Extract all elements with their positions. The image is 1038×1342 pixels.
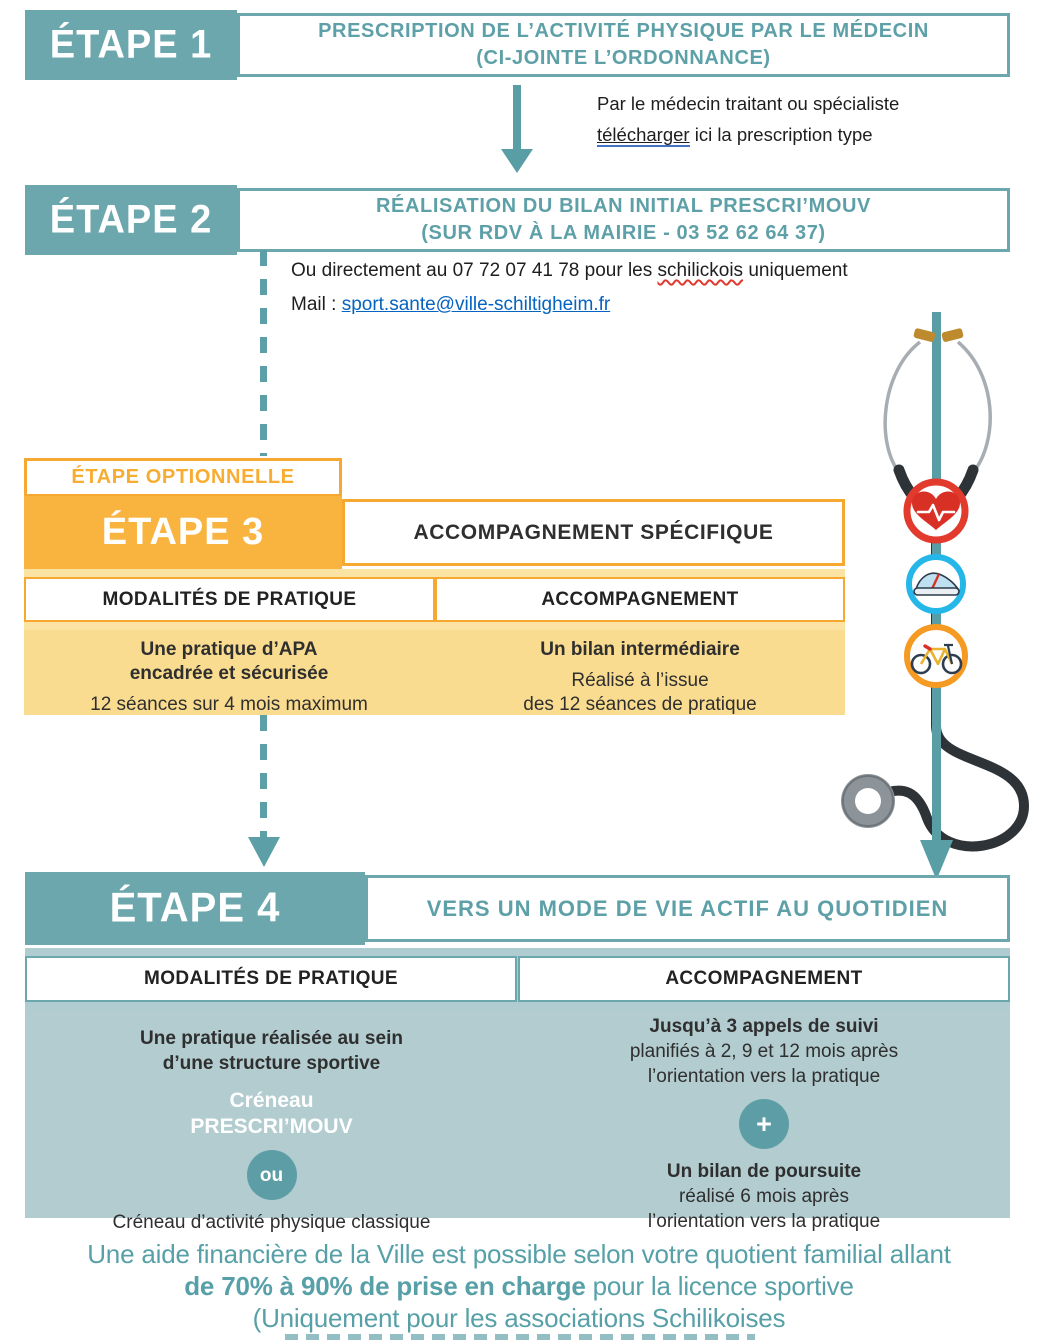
step1-title-box [237,13,1010,77]
mail-label: Mail : [291,294,342,315]
step4-title: VERS UN MODE DE VIE ACTIF AU QUOTIDIEN [426,896,949,921]
step1-label-block [25,10,237,80]
step2-mail-line [291,288,848,322]
step3-title: ACCOMPAGNEMENT SPÉCIFIQUE [413,521,774,544]
step2-phone-after: uniquement [743,260,848,281]
step2-title-line1: RÉALISATION DU BILAN INITIAL PRESCRI’MOUV [376,195,871,217]
step4-col-right-label: ACCOMPAGNEMENT [665,968,863,989]
stethoscope-ear-tube-left [885,342,920,474]
stethoscope-illustration [828,298,1038,888]
footer-line2-bold: de 70% à 90% de prise en charge [184,1271,586,1301]
step3-col-left-label: MODALITÉS DE PRATIQUE [102,588,357,610]
step1-annotation-line1: Par le médecin traitant ou spécialiste [597,93,900,114]
step1-annotation [597,88,899,150]
step4-left-bold2: d’une structure sportive [162,1053,381,1074]
creneau-line1: Créneau [229,1089,314,1112]
down-arrow-step1-shaft [513,85,521,151]
creneau-prescrimouv [25,1088,518,1140]
optional-step-label: ÉTAPE OPTIONNELLE [71,466,295,488]
step4-right-normal1: planifiés à 2, 9 et 12 mois après [629,1041,899,1062]
stethoscope-loop [878,694,1024,846]
step3-content [24,630,845,715]
plus-circle [739,1099,789,1149]
step4-right-normal2: l’orientation vers la pratique [647,1066,881,1087]
step2-phone-before: Ou directement au 07 72 07 41 78 pour les [291,260,658,281]
step1-annotation-line2-rest: ici la prescription type [689,124,873,145]
step1-annotation-line2 [597,119,899,150]
step3-left-bold2: encadrée et sécurisée [129,663,329,684]
mail-link[interactable]: sport.sante@ville-schiltigheim.fr [341,294,611,315]
bicycle-icon [907,627,965,685]
footer-line1: Une aide financière de la Ville est possible selon votre quotient familial allant [87,1239,951,1269]
step3-right-cell [435,638,845,717]
running-shoe-icon [909,557,963,611]
down-arrow-step1-head [501,149,533,173]
step4-col-left-label: MODALITÉS DE PRATIQUE [144,968,398,989]
step3-column-header-right [435,577,845,622]
step4-right-bold2: Un bilan de poursuite [666,1161,862,1182]
step4-label: ÉTAPE 4 [109,884,281,932]
step4-content [25,1010,1010,1233]
creneau-line2: PRESCRI’MOUV [190,1115,353,1138]
step2-phone-line [291,254,848,288]
step2-title-box [237,188,1010,252]
step3-label-block [24,496,342,569]
step3-column-header-left [24,577,435,622]
step3-title-box [342,499,845,566]
step2-annotation [291,254,848,322]
footer-note [0,1238,1038,1334]
download-link[interactable]: télécharger [597,124,690,145]
step4-right-normal3: réalisé 6 mois après [678,1186,850,1207]
step4-left-cell [25,1026,518,1235]
step4-right-bold1: Jusqu’à 3 appels de suivi [649,1016,879,1037]
step3-right-bold: Un bilan intermédiaire [540,639,740,660]
dashed-connector-lower [260,715,267,837]
step4-column-header-left [25,956,517,1002]
footer-line3: (Uniquement pour les associations Schilikoises [252,1303,786,1333]
step4-column-header-right [518,956,1010,1002]
step4-right-normal4: l’orientation vers la pratique [647,1211,881,1232]
dashed-connector-arrowhead [248,837,280,867]
step1-title-line1: PRESCRIPTION DE L’ACTIVITÉ PHYSIQUE PAR LE MÉDECIN [318,20,929,42]
step4-left-bold1: Une pratique réalisée au sein [140,1028,403,1049]
step4-title-box [365,875,1010,942]
step2-label-block [25,185,237,255]
flow-arrow-head [920,840,953,880]
ou-label: ou [259,1164,284,1186]
step4-left-classic: Créneau d’activité physique classique [112,1212,431,1233]
step3-label: ÉTAPE 3 [101,511,265,553]
heart-pulse-icon [907,482,965,540]
step2-label: ÉTAPE 2 [49,197,213,242]
plus-label: + [756,1108,772,1139]
clipped-text-sliver [285,1334,755,1340]
step3-right-normal2: des 12 séances de pratique [523,694,757,715]
stethoscope-chest-piece [841,774,895,828]
step1-label: ÉTAPE 1 [49,22,213,67]
spellcheck-word: schilickois [657,260,744,281]
dashed-connector-upper [260,250,267,456]
ear-tip-right [941,328,964,343]
optional-step-box [24,458,342,497]
step3-left-bold1: Une pratique d’APA [140,639,318,660]
footer-line2-rest: pour la licence sportive [585,1271,854,1301]
step3-left-cell [24,638,434,717]
step2-title-line2: (SUR RDV À LA MAIRIE - 03 52 62 64 37) [421,222,826,244]
step4-label-block [25,872,365,945]
ou-circle [247,1150,297,1200]
step4-right-cell [518,1014,1010,1234]
stethoscope-ear-tube-right [958,342,990,474]
footer-line2 [0,1270,1038,1302]
step3-right-normal1: Réalisé à l’issue [571,670,709,691]
step3-col-right-label: ACCOMPAGNEMENT [541,588,739,610]
step1-title-line2: (CI-JOINTE L’ORDONNANCE) [476,47,771,69]
step3-left-normal: 12 séances sur 4 mois maximum [90,694,368,715]
